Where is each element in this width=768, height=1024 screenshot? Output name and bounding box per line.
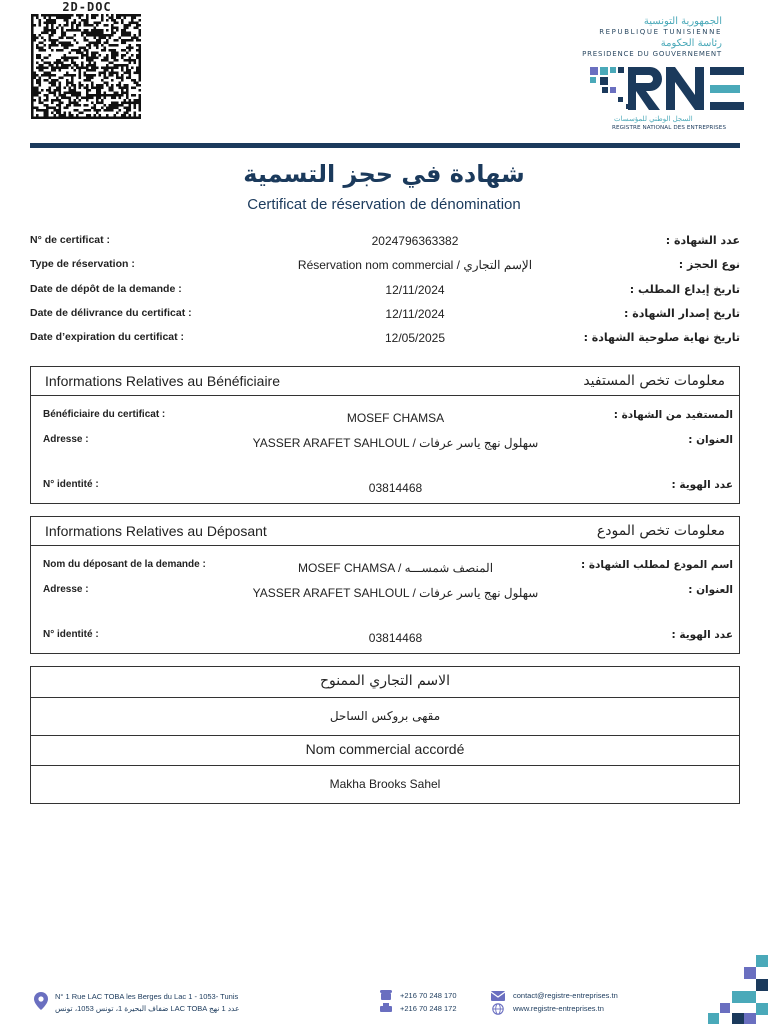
depositor-title-ar: معلومات تخص المودع: [596, 523, 725, 539]
depositor-box: [30, 516, 740, 654]
field-value: 03814468: [368, 481, 423, 495]
gov-ar-line-2: رئاسة الحكومة: [660, 38, 722, 49]
cert-value: Réservation nom commercial / الإسم التجاري: [297, 258, 533, 272]
table-divider: [31, 697, 739, 698]
table-divider: [31, 765, 739, 766]
cert-row-type: [30, 258, 740, 274]
field-label-fr: Bénéficiaire du certificat :: [43, 409, 166, 420]
gov-fr-line-1: REPUBLIQUE TUNISIENNE: [599, 28, 722, 36]
code-label: 2D-DOC: [62, 0, 112, 14]
field-value: 03814468: [368, 631, 423, 645]
beneficiary-title-ar: معلومات تخص المستفيد: [583, 373, 725, 389]
footer-address-fr: N° 1 Rue LAC TOBA les Berges du Lac 1 - 1053- Tunis: [55, 992, 239, 1001]
beneficiary-header: [31, 367, 739, 396]
cert-label-fr: Date de dépôt de la demande :: [30, 283, 182, 295]
rne-ar-label: السجل الوطني للمؤسسات: [614, 115, 693, 123]
cert-row-expiry-date: [30, 331, 740, 347]
field-label-ar: اسم المودع لمطلب الشهادة :: [580, 559, 733, 571]
granted-name-value-ar: مقهى بروكس الساحل: [329, 709, 441, 723]
cert-row-number: [30, 234, 740, 250]
rne-logo: [582, 12, 746, 136]
decorative-pixel-pattern: [700, 955, 768, 1024]
beneficiary-title-fr: Informations Relatives au Bénéficiaire: [45, 373, 281, 389]
top-rule: [30, 143, 740, 148]
rne-fr-label: REGISTRE NATIONAL DES ENTREPRISES: [612, 125, 727, 131]
cert-value: 2024796363382: [371, 234, 459, 248]
gov-fr-line-2: PRESIDENCE DU GOUVERNEMENT: [582, 50, 722, 58]
cert-row-deposit-date: [30, 283, 740, 299]
cert-value: 12/05/2025: [384, 331, 446, 345]
cert-row-issue-date: [30, 307, 740, 323]
cert-label-fr: N° de certificat :: [30, 234, 111, 246]
cert-value: 12/11/2024: [385, 283, 445, 297]
field-label-fr: N° identité :: [43, 629, 99, 640]
granted-name-header-fr: Nom commercial accordé: [305, 741, 465, 757]
cert-label-ar: نوع الحجز :: [678, 258, 740, 271]
footer-phone: +216 70 248 170: [400, 991, 457, 1000]
granted-name-value-fr: Makha Brooks Sahel: [329, 777, 441, 791]
field-label-ar: العنوان :: [688, 434, 733, 446]
title-ar: شهادة في حجز التسمية: [243, 160, 525, 188]
rne-logo-mark: [588, 64, 748, 114]
beneficiary-box: [30, 366, 740, 504]
field-label-ar: عدد الهوية :: [671, 629, 733, 641]
footer-fax: +216 70 248 172: [400, 1004, 457, 1013]
globe-icon: [492, 1003, 504, 1015]
granted-name-header-ar: الاسم التجاري الممنوح: [319, 673, 451, 689]
field-value: YASSER ARAFET SAHLOUL / سهلول نهج ياسر عرفات: [252, 586, 539, 600]
location-pin-icon: [34, 992, 48, 1010]
granted-name-table: [30, 666, 740, 804]
field-label-fr: Adresse :: [43, 584, 89, 595]
field-label-fr: Adresse :: [43, 434, 89, 445]
phone-icon: [380, 990, 392, 1000]
title-fr: Certificat de réservation de dénomination: [247, 196, 521, 213]
cert-label-fr: Date d’expiration du certificat :: [30, 331, 185, 343]
field-label-fr: Nom du déposant de la demande :: [43, 559, 206, 570]
cert-label-ar: عدد الشهادة :: [665, 234, 740, 247]
datamatrix-code: [31, 14, 141, 119]
cert-label-ar: تاريخ إيداع المطلب :: [629, 283, 740, 296]
field-value: YASSER ARAFET SAHLOUL / سهلول نهج ياسر عرفات: [252, 436, 539, 450]
cert-value: 12/11/2024: [385, 307, 445, 321]
footer-address-ar: ضفاف البحيرة 1، تونس 1053، تونس LAC TOBA عدد 1 نهج: [55, 1004, 240, 1013]
gov-ar-line-1: الجمهورية التونسية: [643, 16, 722, 27]
cert-label-ar: تاريخ إصدار الشهادة :: [623, 307, 740, 320]
field-label-ar: المستفيد من الشهادة :: [613, 409, 733, 421]
field-label-ar: العنوان :: [688, 584, 733, 596]
cert-label-fr: Type de réservation :: [30, 258, 135, 270]
footer-website: www.registre-entreprises.tn: [513, 1004, 604, 1013]
table-divider: [31, 735, 739, 736]
depositor-header: [31, 517, 739, 546]
footer-email: contact@registre-entreprises.tn: [513, 991, 618, 1000]
fax-icon: [380, 1003, 392, 1013]
email-icon: [491, 991, 505, 1001]
field-value: MOSEF CHAMSA: [346, 411, 445, 425]
cert-label-ar: تاريخ نهاية صلوحية الشهادة :: [583, 331, 740, 344]
field-value: MOSEF CHAMSA / المنصف شمســـه: [297, 561, 494, 575]
field-label-fr: N° identité :: [43, 479, 99, 490]
field-label-ar: عدد الهوية :: [671, 479, 733, 491]
depositor-title-fr: Informations Relatives au Déposant: [45, 523, 267, 539]
cert-label-fr: Date de délivrance du certificat :: [30, 307, 192, 319]
